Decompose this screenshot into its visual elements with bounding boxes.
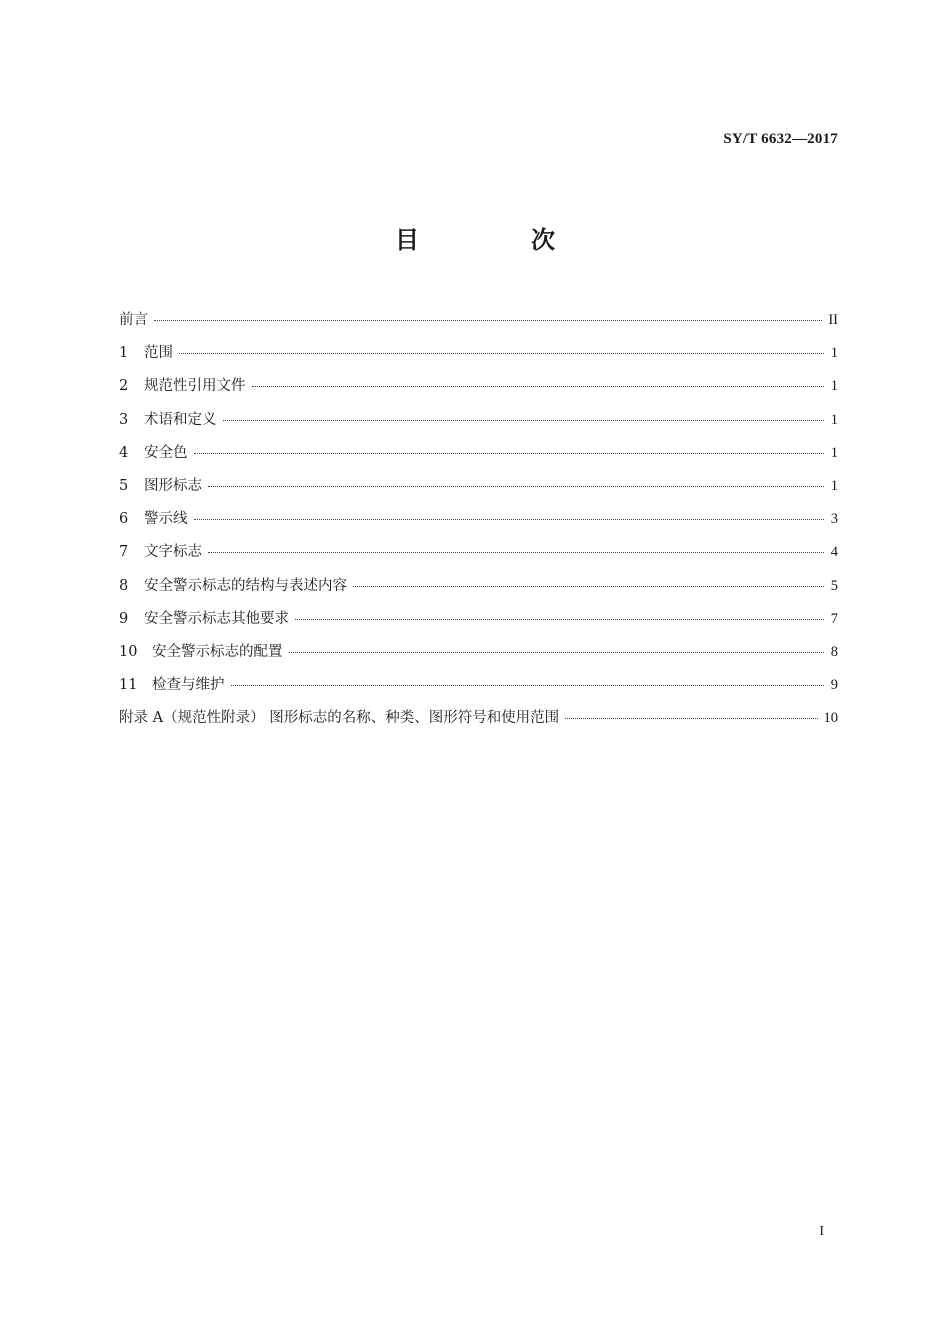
toc-entry-number: 7	[119, 544, 129, 561]
standard-number: SY/T 6632—2017	[723, 131, 838, 147]
toc-entry-number: 11	[119, 677, 138, 694]
toc-leader-dots	[223, 418, 825, 421]
toc-entry-label: 安全警示标志的结构与表述内容	[144, 577, 347, 594]
toc-entry-number: 1	[119, 345, 129, 362]
toc-entry-number: 8	[119, 577, 129, 594]
toc-entry-number: 10	[119, 643, 138, 660]
page-number: I	[819, 1224, 824, 1239]
toc-entry-8[interactable]	[119, 573, 838, 606]
toc-entry-page: 1	[830, 444, 838, 461]
toc-entry-label: 安全色	[144, 444, 188, 461]
toc-entry-11[interactable]	[119, 672, 838, 705]
toc-entry-label: 术语和定义	[144, 411, 217, 428]
table-of-contents	[119, 307, 838, 738]
toc-entry-number: 4	[119, 444, 129, 461]
toc-leader-dots	[208, 550, 824, 553]
toc-entry-4[interactable]	[119, 440, 838, 473]
toc-entry-number: 9	[119, 610, 129, 627]
toc-entry-foreword[interactable]	[119, 307, 838, 340]
toc-entry-number: 6	[119, 511, 129, 528]
toc-entry-1[interactable]	[119, 340, 838, 373]
toc-entry-label: 前言	[119, 312, 148, 328]
toc-entry-page: 5	[830, 577, 838, 594]
toc-entry-label: 文字标志	[144, 544, 202, 561]
toc-entry-page: 9	[830, 677, 838, 694]
toc-leader-dots	[295, 617, 824, 620]
toc-entry-label: 图形标志	[144, 477, 202, 494]
page-title: 目 次	[395, 226, 599, 254]
toc-entry-label: 安全警示标志的配置	[152, 643, 283, 660]
toc-entry-page: 1	[830, 477, 838, 494]
toc-entry-label: 警示线	[144, 511, 188, 528]
toc-leader-dots	[565, 716, 817, 719]
toc-entry-3[interactable]	[119, 407, 838, 440]
toc-entry-appendix-a[interactable]	[119, 705, 838, 738]
toc-entry-label: 范围	[144, 345, 173, 362]
toc-entry-page: 4	[830, 544, 838, 561]
toc-entry-number: 5	[119, 477, 129, 494]
toc-entry-label: 规范性引用文件	[144, 378, 246, 395]
toc-leader-dots	[353, 584, 824, 587]
toc-leader-dots	[289, 650, 825, 653]
toc-leader-dots	[208, 484, 824, 487]
toc-leader-dots	[252, 384, 825, 387]
toc-entry-label: 检查与维护	[152, 677, 225, 694]
toc-leader-dots	[154, 318, 822, 321]
toc-entry-page: 1	[830, 411, 838, 428]
toc-entry-number: 2	[119, 378, 129, 395]
toc-entry-page: 10	[823, 710, 838, 727]
toc-entry-10[interactable]	[119, 639, 838, 672]
toc-leader-dots	[179, 351, 824, 354]
toc-entry-label: 安全警示标志其他要求	[144, 610, 289, 627]
toc-entry-page: II	[828, 312, 838, 328]
toc-entry-page: 8	[830, 643, 838, 660]
toc-leader-dots	[231, 683, 825, 686]
toc-entry-number: 3	[119, 411, 129, 428]
toc-entry-6[interactable]	[119, 506, 838, 539]
toc-entry-page: 7	[830, 610, 838, 627]
toc-entry-2[interactable]	[119, 373, 838, 406]
toc-entry-page: 1	[830, 378, 838, 395]
toc-entry-5[interactable]	[119, 473, 838, 506]
toc-entry-7[interactable]	[119, 539, 838, 572]
toc-entry-label: 附录 A（规范性附录） 图形标志的名称、种类、图形符号和使用范围	[119, 710, 560, 727]
toc-entry-page: 3	[830, 511, 838, 528]
toc-leader-dots	[194, 517, 825, 520]
toc-leader-dots	[194, 451, 825, 454]
toc-entry-page: 1	[830, 345, 838, 362]
toc-entry-9[interactable]	[119, 606, 838, 639]
